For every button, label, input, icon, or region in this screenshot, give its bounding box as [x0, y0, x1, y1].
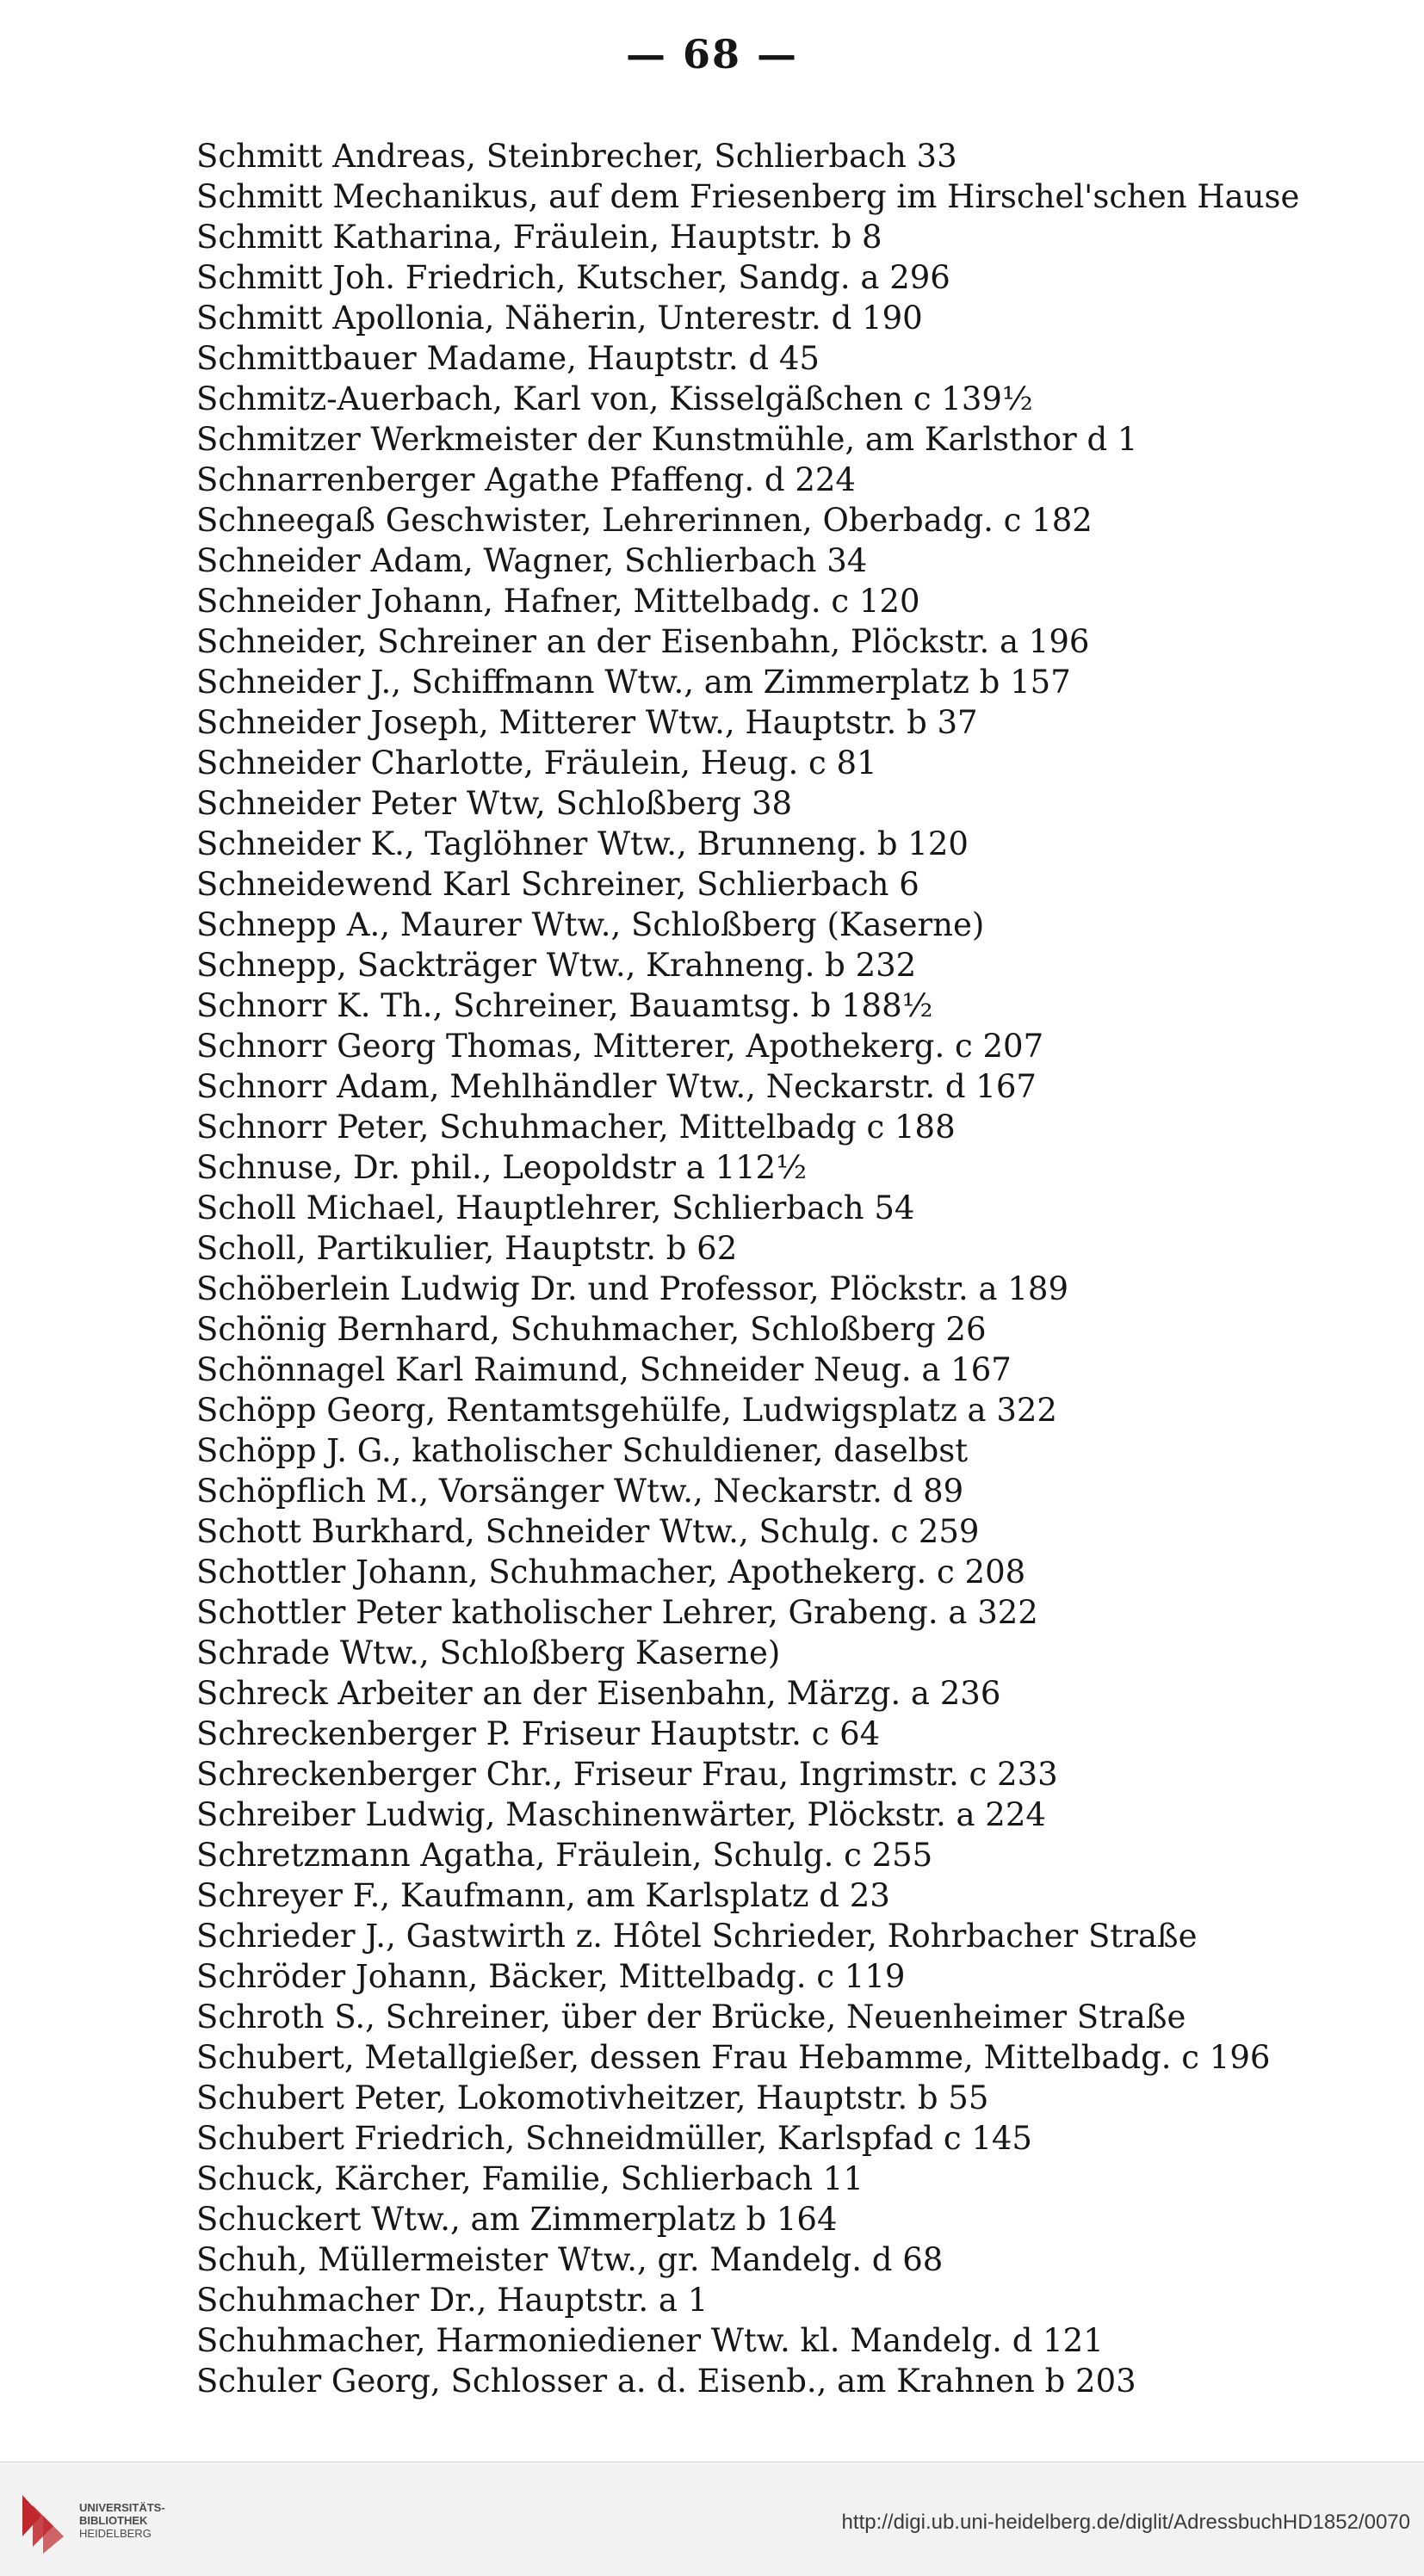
address-entry: Schröder Johann, Bäcker, Mittelbadg. c 119 [196, 1958, 906, 1995]
address-entry: Schuck, Kärcher, Familie, Schlierbach 11 [196, 2160, 864, 2197]
address-entry: Schmitz-Auerbach, Karl von, Kisselgäßchen c 139½ [196, 380, 1033, 417]
address-entry: Schönnagel Karl Raimund, Schneider Neug. a 167 [196, 1351, 1012, 1388]
address-entry: Schreck Arbeiter an der Eisenbahn, Märzg. a 236 [196, 1675, 1001, 1712]
address-entry: Schmitt Katharina, Fräulein, Hauptstr. b 8 [196, 219, 882, 256]
address-entry: Schneider Johann, Hafner, Mittelbadg. c 120 [196, 583, 920, 620]
address-entry: Schuhmacher, Harmoniediener Wtw. kl. Mandelg. d 121 [196, 2322, 1104, 2359]
address-entry: Schneider J., Schiffmann Wtw., am Zimmerplatz b 157 [196, 664, 1071, 701]
address-entry: Schmitt Andreas, Steinbrecher, Schlierbach 33 [196, 138, 957, 175]
library-name [79, 2501, 165, 2540]
address-entry: Schneider Charlotte, Fräulein, Heug. c 81 [196, 744, 877, 781]
address-entry: Schönig Bernhard, Schuhmacher, Schloßberg 26 [196, 1311, 987, 1348]
library-name-line: HEIDELBERG [79, 2527, 152, 2540]
address-entry: Schnorr Georg Thomas, Mitterer, Apothekerg. c 207 [196, 1028, 1044, 1065]
address-entry: Schneegaß Geschwister, Lehrerinnen, Oberbadg. c 182 [196, 502, 1093, 539]
address-entry: Schubert Friedrich, Schneidmüller, Karlspfad c 145 [196, 2120, 1032, 2157]
address-entry: Schottler Peter katholischer Lehrer, Grabeng. a 322 [196, 1594, 1038, 1631]
address-entry: Schnorr K. Th., Schreiner, Bauamtsg. b 188½ [196, 987, 933, 1024]
address-entry: Schöpflich M., Vorsänger Wtw., Neckarstr. d 89 [196, 1473, 964, 1510]
address-entry: Scholl Michael, Hauptlehrer, Schlierbach 54 [196, 1189, 915, 1226]
address-entry: Schubert Peter, Lokomotivheitzer, Hauptstr. b 55 [196, 2079, 989, 2116]
address-entry: Schreckenberger P. Friseur Hauptstr. c 64 [196, 1715, 881, 1752]
viewer-footer [0, 2462, 1424, 2576]
address-entry: Schrade Wtw., Schloßberg Kaserne) [196, 1634, 781, 1671]
library-name-line: BIBLIOTHEK [79, 2514, 148, 2527]
address-entry: Schottler Johann, Schuhmacher, Apothekerg. c 208 [196, 1554, 1026, 1591]
address-entry: Schnuse, Dr. phil., Leopoldstr a 112½ [196, 1149, 808, 1186]
page-number: — 68 — [625, 31, 799, 77]
address-entry: Schneider Adam, Wagner, Schlierbach 34 [196, 542, 868, 579]
address-entry: Schmitt Apollonia, Näherin, Unterestr. d 190 [196, 300, 923, 337]
address-entry: Schneider, Schreiner an der Eisenbahn, Plöckstr. a 196 [196, 623, 1090, 660]
address-entry: Schuckert Wtw., am Zimmerplatz b 164 [196, 2201, 838, 2238]
address-entry: Schöberlein Ludwig Dr. und Professor, Plöckstr. a 189 [196, 1270, 1068, 1307]
address-entry: Schmitt Mechanikus, auf dem Friesenberg im Hirschel'schen Hause [196, 178, 1300, 215]
address-entry: Schuler Georg, Schlosser a. d. Eisenb., am Krahnen b 203 [196, 2363, 1136, 2400]
address-entry: Schnorr Adam, Mehlhändler Wtw., Neckarstr. d 167 [196, 1068, 1037, 1105]
address-entry: Schuhmacher Dr., Hauptstr. a 1 [196, 2282, 709, 2319]
address-entry: Schrieder J., Gastwirth z. Hôtel Schrieder, Rohrbacher Straße [196, 1918, 1198, 1955]
address-entry: Schmitt Joh. Friedrich, Kutscher, Sandg. a 296 [196, 259, 950, 296]
address-entry: Schneider Joseph, Mitterer Wtw., Hauptstr. b 37 [196, 704, 978, 741]
address-entry: Schöpp J. G., katholischer Schuldiener, daselbst [196, 1432, 969, 1469]
address-entry: Schmitzer Werkmeister der Kunstmühle, am Karlsthor d 1 [196, 421, 1138, 458]
address-entry: Schneidewend Karl Schreiner, Schlierbach 6 [196, 866, 919, 903]
address-entry: Schnorr Peter, Schuhmacher, Mittelbadg c 188 [196, 1109, 956, 1146]
address-entry-list [196, 136, 1402, 2401]
library-name-line: UNIVERSITÄTS- [79, 2501, 165, 2514]
address-entry: Schreyer F., Kaufmann, am Karlsplatz d 23 [196, 1877, 890, 1914]
address-entry: Schneider K., Taglöhner Wtw., Brunneng. b 120 [196, 825, 969, 862]
address-entry: Schnepp A., Maurer Wtw., Schloßberg (Kaserne) [196, 906, 985, 943]
address-entry: Schnarrenberger Agathe Pfaffeng. d 224 [196, 461, 856, 498]
address-entry: Schubert, Metallgießer, dessen Frau Hebamme, Mittelbadg. c 196 [196, 2039, 1271, 2076]
address-entry: Schroth S., Schreiner, über der Brücke, Neuenheimer Straße [196, 1998, 1186, 2035]
address-entry: Schnepp, Sackträger Wtw., Krahneng. b 232 [196, 947, 917, 984]
address-entry: Schreiber Ludwig, Maschinenwärter, Plöckstr. a 224 [196, 1796, 1046, 1833]
address-entry: Schöpp Georg, Rentamtsgehülfe, Ludwigsplatz a 322 [196, 1392, 1057, 1429]
address-entry: Schneider Peter Wtw, Schloßberg 38 [196, 785, 793, 822]
address-entry: Schretzmann Agatha, Fräulein, Schulg. c 255 [196, 1837, 933, 1874]
address-entry: Schuh, Müllermeister Wtw., gr. Mandelg. d 68 [196, 2241, 944, 2278]
address-entry: Schreckenberger Chr., Friseur Frau, Ingrimstr. c 233 [196, 1756, 1058, 1793]
address-entry: Schmittbauer Madame, Hauptstr. d 45 [196, 340, 820, 377]
address-entry: Schott Burkhard, Schneider Wtw., Schulg. c 259 [196, 1513, 980, 1550]
address-entry: Scholl, Partikulier, Hauptstr. b 62 [196, 1230, 738, 1267]
permalink-url[interactable]: http://digi.ub.uni-heidelberg.de/diglit/AdressbuchHD1852/0070 [841, 2511, 1410, 2534]
heidelberg-library-logo-icon [15, 2490, 67, 2554]
